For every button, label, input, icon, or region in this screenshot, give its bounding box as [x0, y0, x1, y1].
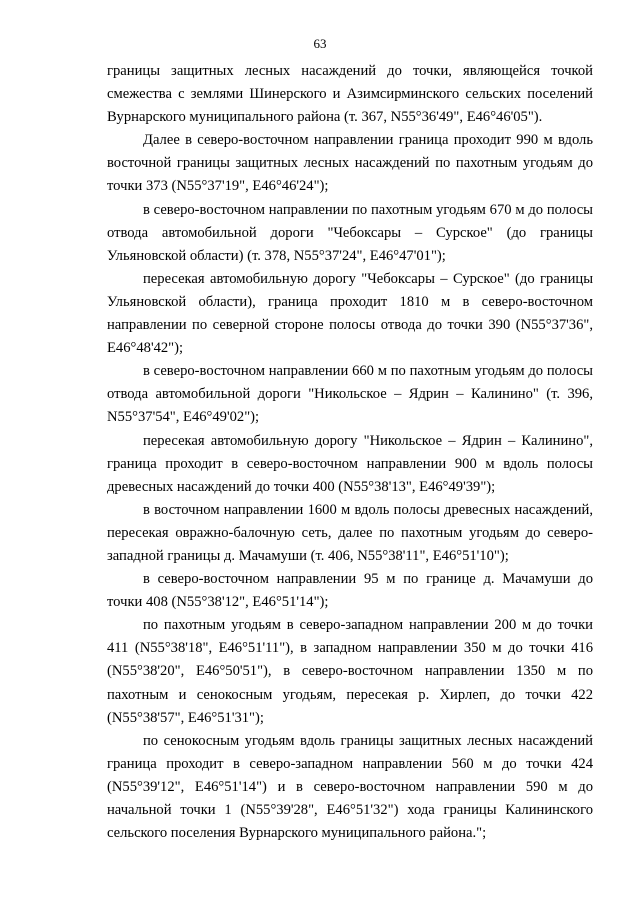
paragraph-continuation: границы защитных лесных насаждений до точки, являющейся точкой смежества с землями Шинерского и Азимсирминского сельских поселений Вурнарского муниципального района (т. 367, N55°36'49", E46°46'05"). — [107, 63, 593, 126]
page-number: 63 — [313, 36, 327, 51]
paragraph: Далее в северо-восточном направлении граница проходит 990 м вдоль восточной границы защитных лесных насаждений по пахотным угодьям до точки 373 (N55°37'19", E46°46'24"); — [107, 132, 593, 195]
paragraph: пересекая автомобильную дорогу "Никольское – Ядрин – Калинино", граница проходит в северо-восточном направлении 900 м вдоль полосы древесных насаждений до точки 400 (N55°38'13", E46°49'39"); — [107, 432, 593, 495]
document-body — [107, 60, 593, 845]
paragraph: в восточном направлении 1600 м вдоль полосы древесных насаждений, пересекая овражно-балочную сеть, далее по пахотным угодьям до северо-западной границы д. Мачамуши (т. 406, N55°38'11", E46°51'10"); — [107, 501, 593, 564]
paragraph: пересекая автомобильную дорогу "Чебоксары – Сурское" (до границы Ульяновской области), граница проходит 1810 м в северо-восточном направлении по северной стороне полосы отвода до точки 390 (N55°37'36", E46°48'42"); — [107, 270, 593, 357]
paragraph: в северо-восточном направлении 95 м по границе д. Мачамуши до точки 408 (N55°38'12", E46°51'14"); — [107, 571, 593, 611]
paragraph: в северо-восточном направлении по пахотным угодьям 670 м до полосы отвода автомобильной дороги "Чебоксары – Сурское" (до границы Ульяновской области) (т. 378, N55°37'24", E46°47'01"); — [107, 201, 593, 264]
paragraph: по пахотным угодьям в северо-западном направлении 200 м до точки 411 (N55°38'18", E46°51'11"), в западном направлении 350 м до точки 416 (N55°38'20", E46°50'51"), в северо-восточном направлении 1350 м по пахотным и сенокосным угодьям, пересекая р. Хирлеп, до точки 422 (N55°38'57", E46°51'31"); — [107, 617, 593, 726]
paragraph: по сенокосным угодьям вдоль границы защитных лесных насаждений граница проходит в северо-западном направлении 560 м до точки 424 (N55°39'12", E46°51'14") и в северо-восточном направлении 590 м до начальной точки 1 (N55°39'28", E46°51'32") хода границы Калининского сельского поселения Вурнарского муниципального района."; — [107, 732, 593, 842]
paragraph: в северо-восточном направлении 660 м по пахотным угодьям до полосы отвода автомобильной дороги "Никольское – Ядрин – Калинино" (т. 396, N55°37'54", E46°49'02"); — [107, 363, 593, 426]
